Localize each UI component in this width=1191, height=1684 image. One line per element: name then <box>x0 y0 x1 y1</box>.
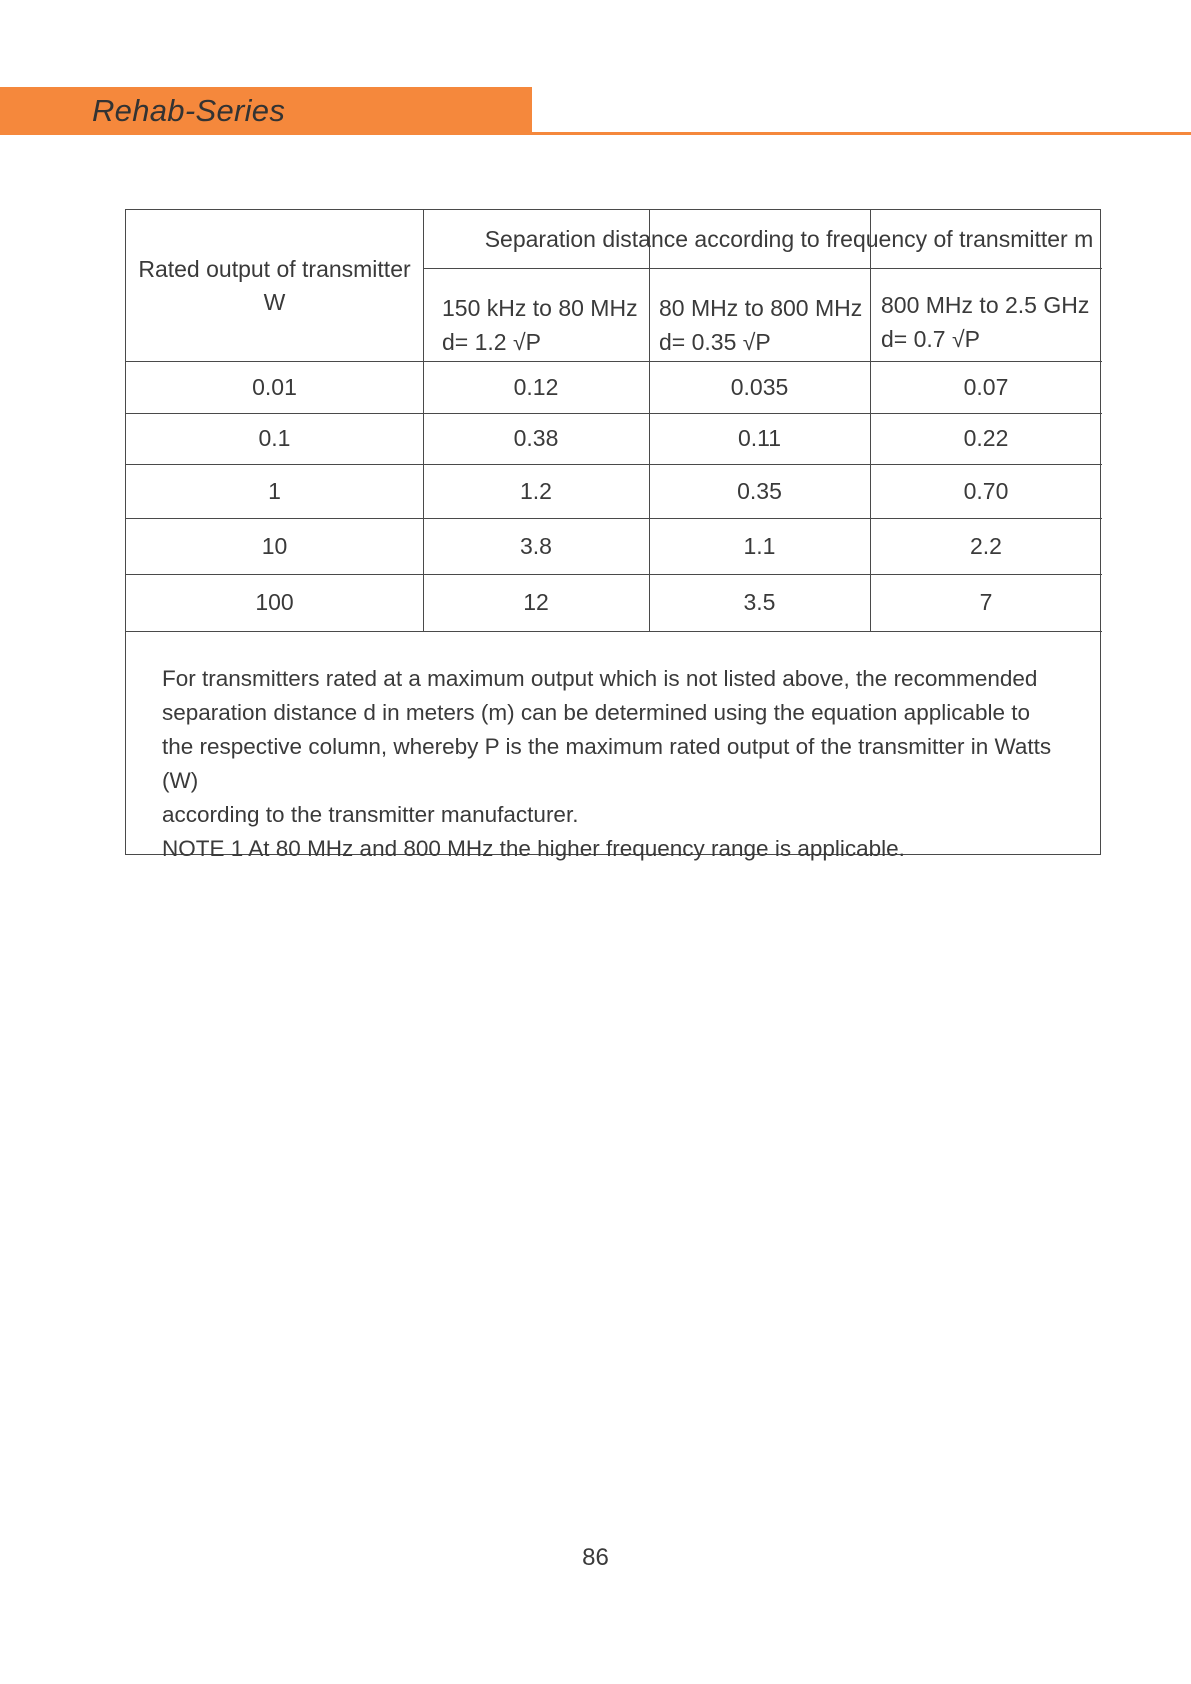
table-cell: 0.38 <box>513 425 559 451</box>
column-header-1 <box>442 291 638 359</box>
note-line: NOTE 1 At 80 MHz and 800 MHz the higher frequency range is applicable. <box>162 836 905 861</box>
note-line: separation distance d in meters (m) can be determined using the equation applicable to <box>162 700 1031 725</box>
column-range: 150 kHz to 80 MHz <box>442 295 638 321</box>
table-cell: 0.07 <box>963 373 1009 400</box>
page-number: 86 <box>582 1544 609 1571</box>
note-line: the respective column, whereby P is the maximum rated output of the transmitter in Watts (W) <box>162 734 1052 793</box>
column-header-2 <box>659 291 862 359</box>
column-header-3 <box>881 288 1089 356</box>
row-header-unit: W <box>263 288 286 315</box>
note-line: For transmitters rated at a maximum output which is not listed above, the recommended <box>162 666 1038 691</box>
row-header-label: Rated output of transmitter <box>138 255 411 282</box>
row-header-cell <box>126 210 423 361</box>
table-cell: 1.2 <box>520 477 552 504</box>
table-cell: 10 <box>261 532 288 559</box>
table-cell: 1 <box>268 477 281 504</box>
table-cell: 1.1 <box>743 532 776 559</box>
table-note <box>162 662 1092 866</box>
group-header: Separation distance according to frequency of transmitter m <box>484 225 1094 252</box>
table-cell: 0.01 <box>252 373 297 400</box>
column-range: 80 MHz to 800 MHz <box>659 295 863 321</box>
table-cell: 7 <box>979 589 993 615</box>
separation-distance-table <box>125 209 1101 861</box>
document-series-title: Rehab-Series <box>92 93 286 128</box>
column-range: 800 MHz to 2.5 GHz <box>881 292 1090 318</box>
table-cell: 0.35 <box>737 477 782 504</box>
note-line: according to the transmitter manufacturer. <box>162 802 579 827</box>
row-divider <box>423 268 1102 269</box>
table-cell: 0.11 <box>737 425 782 451</box>
table-cell: 12 <box>523 589 549 615</box>
header-rule <box>532 132 1191 135</box>
column-formula: d= 1.2 √P <box>442 329 541 355</box>
table-cell: 0.22 <box>963 425 1009 451</box>
table-cell: 0.035 <box>730 373 789 400</box>
column-formula: d= 0.7 √P <box>881 326 980 352</box>
table-cell: 100 <box>255 589 294 615</box>
table-cell: 3.5 <box>743 589 776 615</box>
table-cell: 0.12 <box>513 373 559 400</box>
table-cell: 3.8 <box>520 532 552 559</box>
table-cell: 0.70 <box>963 477 1009 504</box>
row-divider <box>126 631 1102 632</box>
table-cell: 2.2 <box>970 532 1002 559</box>
table-cell: 0.1 <box>258 425 291 451</box>
column-formula: d= 0.35 √P <box>659 329 771 355</box>
